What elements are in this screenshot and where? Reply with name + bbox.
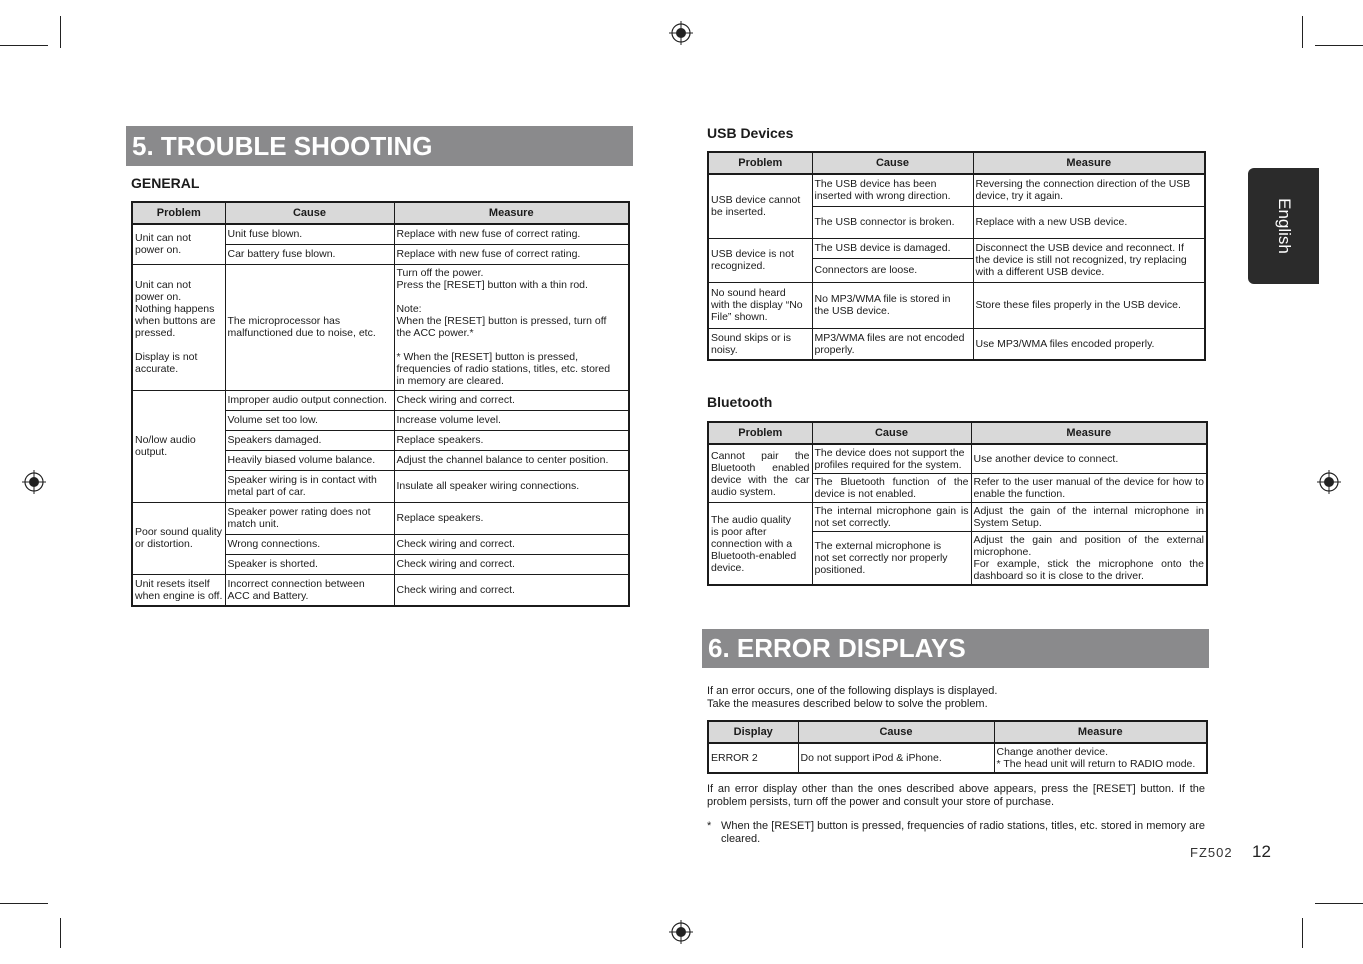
crop-mark xyxy=(0,45,48,46)
error-after-text: If an error display other than the ones described above appears, press the [RESET] button. If the problem persists, turn off the power and consult your store of purchase. xyxy=(707,783,1205,808)
problem-cell: Unit can not power on. xyxy=(132,224,225,264)
crop-mark xyxy=(1302,16,1303,48)
footnote-text: When the [RESET] button is pressed, frequencies of radio stations, titles, etc. stored in memory are cleared. xyxy=(721,820,1205,845)
column-header: Measure xyxy=(971,422,1207,444)
cause-cell: Speakers damaged. xyxy=(225,430,394,450)
column-header: Cause xyxy=(225,202,394,224)
page-number: 12 xyxy=(1252,842,1271,861)
cause-cell: MP3/WMA files are not encoded properly. xyxy=(812,328,973,360)
problem-cell: No sound heard with the display “No File” shown. xyxy=(708,282,812,328)
column-header: Measure xyxy=(994,721,1207,743)
model-number: FZ502 xyxy=(1190,845,1233,860)
cause-cell: Volume set too low. xyxy=(225,410,394,430)
cause-cell: The microprocessor has malfunctioned due to noise, etc. xyxy=(225,264,394,390)
table-row xyxy=(708,282,1205,328)
measure-cell: Replace speakers. xyxy=(394,502,629,534)
cause-cell: The USB device is damaged. xyxy=(812,238,973,258)
problem-cell: Poor sound quality or distortion. xyxy=(132,502,225,574)
table-row xyxy=(132,264,629,390)
table-row xyxy=(132,390,629,410)
problem-cell: USB device cannot be inserted. xyxy=(708,174,812,238)
measure-cell: Adjust the gain of the internal microphone in System Setup. xyxy=(971,503,1207,532)
measure-cell: Store these files properly in the USB device. xyxy=(973,282,1205,328)
measure-cell: Increase volume level. xyxy=(394,410,629,430)
table-row xyxy=(708,174,1205,206)
column-header: Cause xyxy=(798,721,994,743)
usb-heading: USB Devices xyxy=(707,125,794,141)
measure-cell: Replace with new fuse of correct rating. xyxy=(394,224,629,244)
problem-cell: Sound skips or is noisy. xyxy=(708,328,812,360)
general-table xyxy=(131,201,630,607)
usb-table xyxy=(707,151,1206,361)
column-header: Problem xyxy=(132,202,225,224)
cause-cell: The external microphone is not set correctly nor properly positioned. xyxy=(812,532,971,586)
display-cell: ERROR 2 xyxy=(708,743,798,773)
cause-cell: Heavily biased volume balance. xyxy=(225,450,394,470)
table-row xyxy=(132,574,629,606)
column-header: Cause xyxy=(812,422,971,444)
cause-cell: Speaker is shorted. xyxy=(225,554,394,574)
cause-cell: The USB connector is broken. xyxy=(812,206,973,238)
measure-cell: Check wiring and correct. xyxy=(394,574,629,606)
bluetooth-heading: Bluetooth xyxy=(707,394,773,410)
column-header: Measure xyxy=(394,202,629,224)
measure-cell: Replace with new fuse of correct rating. xyxy=(394,244,629,264)
table-row xyxy=(708,328,1205,360)
cause-cell: Do not support iPod & iPhone. xyxy=(798,743,994,773)
error-displays-title: 6. ERROR DISPLAYS xyxy=(702,629,1209,668)
cause-cell: The Bluetooth function of the device is not enabled. xyxy=(812,474,971,503)
measure-cell: Check wiring and correct. xyxy=(394,554,629,574)
cause-cell: Wrong connections. xyxy=(225,534,394,554)
measure-cell: Use MP3/WMA files encoded properly. xyxy=(973,328,1205,360)
problem-cell: No/low audio output. xyxy=(132,390,225,502)
measure-cell: Insulate all speaker wiring connections. xyxy=(394,470,629,502)
crop-mark xyxy=(60,16,61,48)
cause-cell: The USB device has been inserted with wrong direction. xyxy=(812,174,973,206)
cause-cell: Car battery fuse blown. xyxy=(225,244,394,264)
table-row xyxy=(132,502,629,534)
problem-cell: The audio quality is poor after connection with a Bluetooth-enabled device. xyxy=(708,503,812,586)
measure-cell: Replace speakers. xyxy=(394,430,629,450)
error-intro: If an error occurs, one of the following displays is displayed. Take the measures described below to solve the problem. xyxy=(707,685,998,710)
measure-cell: Use another device to connect. xyxy=(971,444,1207,474)
bluetooth-table xyxy=(707,421,1208,586)
crop-mark xyxy=(1315,903,1363,904)
table-row xyxy=(708,444,1207,474)
language-tab xyxy=(1248,168,1319,284)
footnote-mark: * xyxy=(707,820,712,832)
measure-cell: Reversing the connection direction of the USB device, try it again. xyxy=(973,174,1205,206)
measure-cell: Turn off the power. Press the [RESET] button with a thin rod. Note: When the [RESET] button is pressed, turn off the ACC power.* * When the [RESET] button is pressed, frequencies of radio stations, titles, etc. stored in memory are cleared. xyxy=(394,264,629,390)
measure-cell: Change another device. * The head unit will return to RADIO mode. xyxy=(994,743,1207,773)
measure-cell: Disconnect the USB device and reconnect. If the device is still not recognized, try replacing with a different USB device. xyxy=(973,238,1205,282)
registration-mark-icon xyxy=(669,920,693,944)
measure-cell: Adjust the gain and position of the external microphone. For example, stick the microphone onto the dashboard so it is close to the driver. xyxy=(971,532,1207,586)
registration-mark-icon xyxy=(669,21,693,45)
measure-cell: Replace with a new USB device. xyxy=(973,206,1205,238)
problem-cell: Cannot pair the Bluetooth enabled device with the car audio system. xyxy=(708,444,812,503)
cause-cell: Speaker wiring is in contact with metal part of car. xyxy=(225,470,394,502)
cause-cell: No MP3/WMA file is stored in the USB device. xyxy=(812,282,973,328)
problem-cell: Unit can not power on. Nothing happens when buttons are pressed. Display is not accurate. xyxy=(132,264,225,390)
cause-cell: Speaker power rating does not match unit. xyxy=(225,502,394,534)
table-row xyxy=(708,238,1205,258)
cause-cell: Improper audio output connection. xyxy=(225,390,394,410)
trouble-shooting-title: 5. TROUBLE SHOOTING xyxy=(126,126,633,166)
crop-mark xyxy=(60,918,61,948)
language-tab-label: English xyxy=(1274,198,1294,254)
registration-mark-icon xyxy=(22,470,46,494)
column-header: Measure xyxy=(973,152,1205,174)
measure-cell: Refer to the user manual of the device for how to enable the function. xyxy=(971,474,1207,503)
problem-cell: Unit resets itself when engine is off. xyxy=(132,574,225,606)
column-header: Problem xyxy=(708,422,812,444)
cause-cell: The device does not support the profiles required for the system. xyxy=(812,444,971,474)
cause-cell: The internal microphone gain is not set correctly. xyxy=(812,503,971,532)
measure-cell: Adjust the channel balance to center position. xyxy=(394,450,629,470)
table-row xyxy=(132,224,629,244)
column-header: Problem xyxy=(708,152,812,174)
table-row xyxy=(708,503,1207,532)
registration-mark-icon xyxy=(1317,470,1341,494)
column-header: Cause xyxy=(812,152,973,174)
problem-cell: USB device is not recognized. xyxy=(708,238,812,282)
cause-cell: Unit fuse blown. xyxy=(225,224,394,244)
cause-cell: Connectors are loose. xyxy=(812,258,973,282)
column-header: Display xyxy=(708,721,798,743)
table-row xyxy=(708,743,1207,773)
crop-mark xyxy=(0,903,48,904)
error-table xyxy=(707,720,1208,774)
general-heading: GENERAL xyxy=(131,175,200,191)
cause-cell: Incorrect connection between ACC and Battery. xyxy=(225,574,394,606)
measure-cell: Check wiring and correct. xyxy=(394,534,629,554)
crop-mark xyxy=(1302,918,1303,948)
crop-mark xyxy=(1315,45,1363,46)
measure-cell: Check wiring and correct. xyxy=(394,390,629,410)
